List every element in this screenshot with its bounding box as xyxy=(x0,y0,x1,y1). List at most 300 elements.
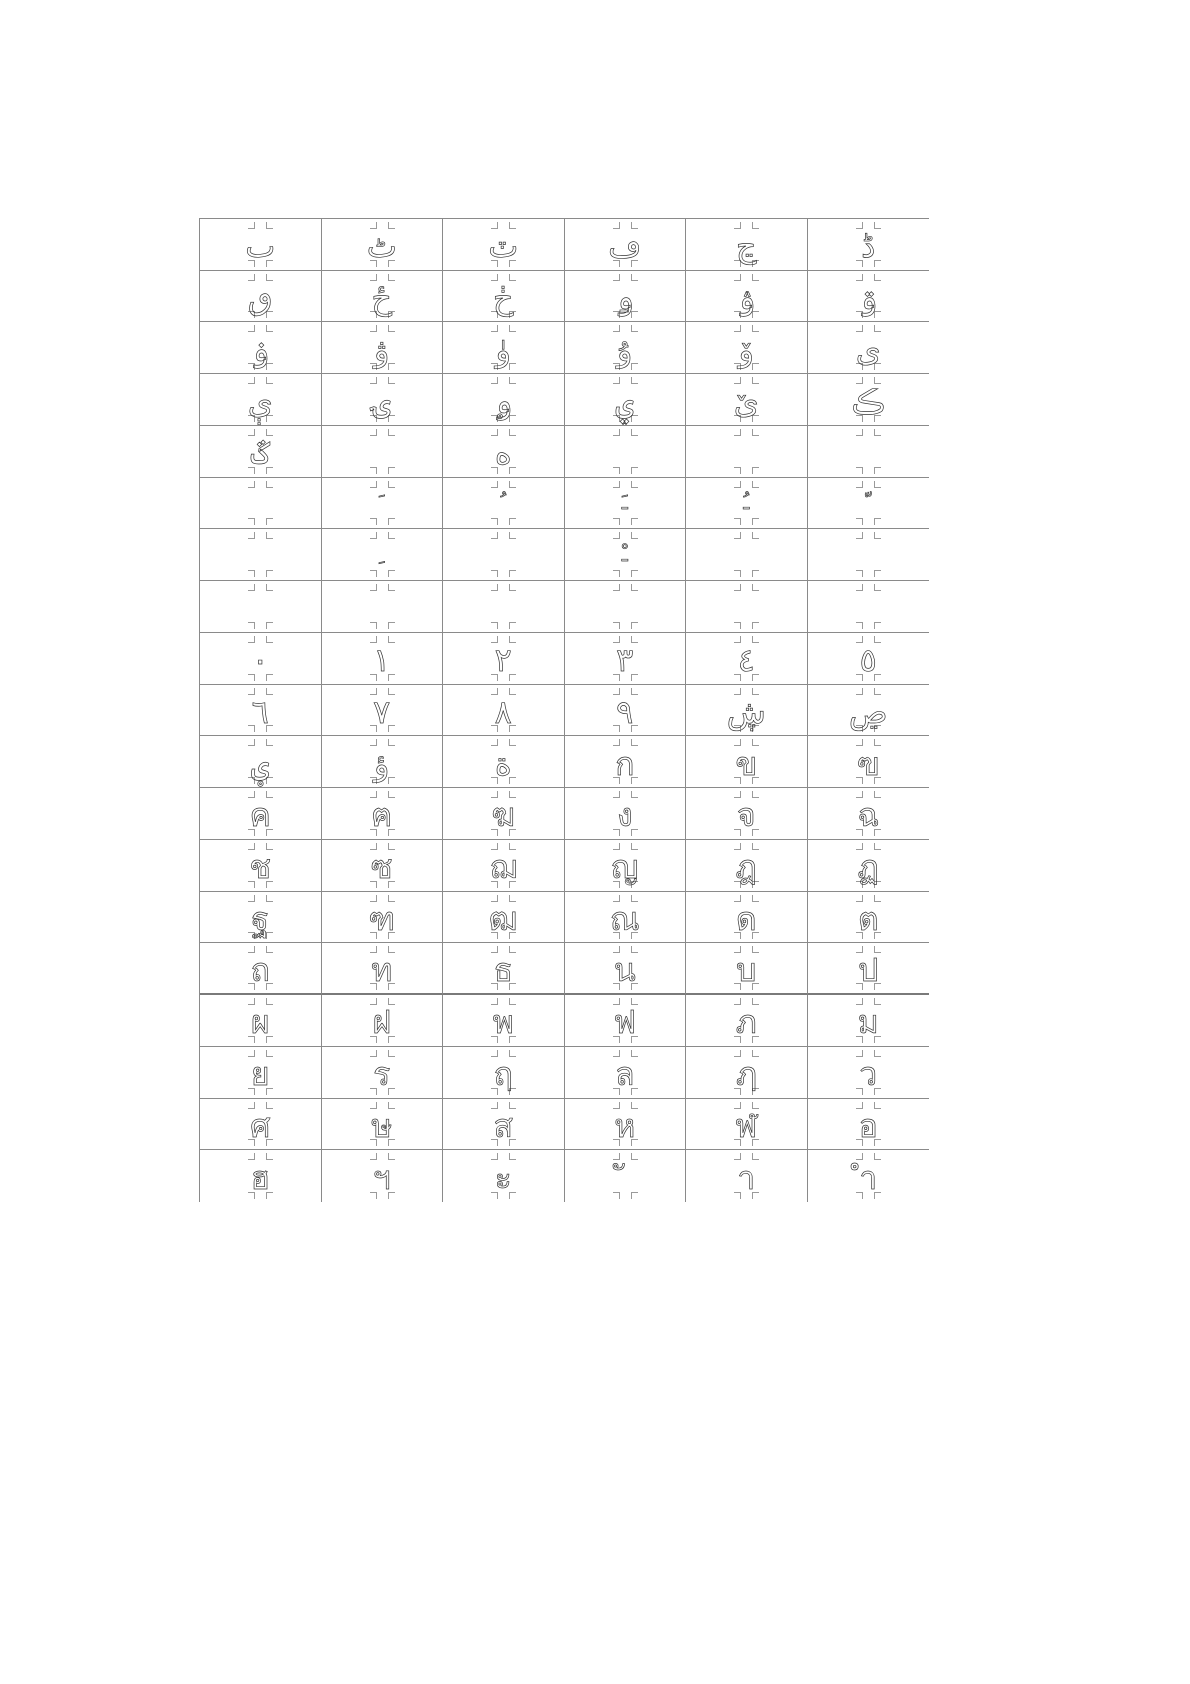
glyph-outline: ป xyxy=(858,951,879,990)
guide-mark xyxy=(509,622,516,629)
glyph-outline: บ xyxy=(736,951,757,990)
glyph-cell xyxy=(565,1047,687,1099)
glyph-cell xyxy=(200,788,322,840)
glyph-outline: จ xyxy=(736,796,756,835)
glyph-cell xyxy=(808,1047,930,1099)
glyph-outline: ำ xyxy=(859,1159,878,1198)
guide-mark xyxy=(734,532,741,539)
glyph-outline: ค xyxy=(249,796,271,835)
glyph-cell xyxy=(808,892,930,944)
glyph-outline: ﹷ xyxy=(621,490,628,515)
glyph-cell xyxy=(565,633,687,685)
glyph-cell xyxy=(200,478,322,530)
glyph-outline: ڂ xyxy=(492,279,514,318)
guide-mark xyxy=(631,1153,638,1160)
guide-mark xyxy=(874,622,881,629)
glyph-cell xyxy=(443,374,565,426)
glyph-cell xyxy=(322,271,444,323)
glyph-cell xyxy=(808,271,930,323)
guide-mark xyxy=(613,570,620,577)
glyph-outline: ﹸ xyxy=(500,490,507,515)
glyph-outline: ณ xyxy=(609,899,640,938)
glyph-cell xyxy=(322,478,444,530)
guide-mark xyxy=(370,622,377,629)
glyph-cell xyxy=(686,374,808,426)
glyph-outline: ษ xyxy=(371,1106,393,1145)
glyph-cell xyxy=(443,633,565,685)
guide-mark xyxy=(491,518,498,525)
glyph-cell xyxy=(200,271,322,323)
glyph-outline: ١ xyxy=(373,641,391,680)
guide-mark xyxy=(248,481,255,488)
glyph-outline: ٹ xyxy=(366,227,397,266)
guide-mark xyxy=(734,584,741,591)
glyph-cell xyxy=(565,995,687,1047)
guide-mark xyxy=(752,532,759,539)
glyph-cell xyxy=(322,1099,444,1151)
glyph-cell xyxy=(686,788,808,840)
guide-mark xyxy=(266,584,273,591)
glyph-cell xyxy=(808,633,930,685)
glyph-outline: ล xyxy=(614,1055,635,1094)
glyph-outline: ะ xyxy=(494,1159,512,1198)
glyph-outline: ต xyxy=(857,899,879,938)
glyph-cell xyxy=(322,374,444,426)
guide-mark xyxy=(752,518,759,525)
glyph-outline: ข xyxy=(735,744,758,783)
glyph-cell xyxy=(200,322,322,374)
glyph-outline: ฎ xyxy=(735,848,757,887)
guide-mark xyxy=(752,584,759,591)
guide-mark xyxy=(856,570,863,577)
glyph-outline: ฮ xyxy=(250,1159,271,1198)
guide-mark xyxy=(734,467,741,474)
glyph-cell xyxy=(200,426,322,478)
glyph-cell xyxy=(686,219,808,271)
glyph-outline: น xyxy=(613,951,636,990)
guide-mark xyxy=(613,518,620,525)
guide-mark xyxy=(734,518,741,525)
glyph-cell xyxy=(443,943,565,995)
guide-mark xyxy=(631,622,638,629)
guide-mark xyxy=(388,481,395,488)
glyph-cell xyxy=(200,1047,322,1099)
glyph-cell xyxy=(443,995,565,1047)
guide-mark xyxy=(856,429,863,436)
glyph-cell xyxy=(686,1150,808,1202)
guide-mark xyxy=(631,467,638,474)
glyph-cell xyxy=(808,995,930,1047)
glyph-cell xyxy=(565,478,687,530)
guide-mark xyxy=(248,518,255,525)
glyph-outline: ۄ xyxy=(493,382,513,421)
guide-mark xyxy=(631,429,638,436)
guide-mark xyxy=(370,584,377,591)
glyph-cell xyxy=(808,1099,930,1151)
glyph-cell xyxy=(565,529,687,581)
guide-mark xyxy=(752,429,759,436)
glyph-cell xyxy=(200,840,322,892)
glyph-cell xyxy=(565,426,687,478)
guide-mark xyxy=(370,532,377,539)
guide-mark xyxy=(874,584,881,591)
guide-mark xyxy=(491,532,498,539)
glyph-cell xyxy=(200,1099,322,1151)
guide-mark xyxy=(874,429,881,436)
glyph-cell xyxy=(565,219,687,271)
glyph-cell xyxy=(565,788,687,840)
glyph-cell xyxy=(565,840,687,892)
glyph-outline: ส xyxy=(493,1106,514,1145)
guide-mark xyxy=(266,570,273,577)
glyph-outline: ڜ xyxy=(726,692,766,731)
glyph-cell xyxy=(322,426,444,478)
glyph-cell xyxy=(443,271,565,323)
glyph-outline: ย xyxy=(250,1055,270,1094)
guide-mark xyxy=(631,532,638,539)
guide-mark xyxy=(388,584,395,591)
glyph-cell xyxy=(808,581,930,633)
glyph-outline: ภ xyxy=(735,1003,757,1042)
glyph-outline: ڈ xyxy=(861,227,876,266)
glyph-cell xyxy=(322,840,444,892)
glyph-cell xyxy=(565,581,687,633)
glyph-cell xyxy=(200,581,322,633)
glyph-outline: ۆ xyxy=(738,330,754,369)
guide-mark xyxy=(856,622,863,629)
guide-mark xyxy=(613,429,620,436)
guide-mark xyxy=(752,570,759,577)
glyph-outline: อ xyxy=(858,1106,878,1145)
glyph-cell xyxy=(443,788,565,840)
guide-mark xyxy=(874,481,881,488)
glyph-cell xyxy=(322,1047,444,1099)
glyph-cell xyxy=(565,685,687,737)
glyph-cell xyxy=(322,943,444,995)
glyph-outline: ฏ xyxy=(857,848,879,887)
glyph-cell xyxy=(443,892,565,944)
glyph-outline: ร xyxy=(373,1055,391,1094)
glyph-cell xyxy=(322,219,444,271)
glyph-cell xyxy=(686,943,808,995)
glyph-outline: ۍ xyxy=(372,382,392,421)
glyph-outline: ﹿ xyxy=(621,541,628,566)
glyph-cell xyxy=(443,1099,565,1151)
glyph-cell xyxy=(686,736,808,788)
guide-mark xyxy=(509,518,516,525)
glyph-cell xyxy=(443,426,565,478)
glyph-cell xyxy=(686,581,808,633)
glyph-cell xyxy=(686,322,808,374)
glyph-cell xyxy=(200,529,322,581)
glyph-cell xyxy=(808,840,930,892)
guide-mark xyxy=(874,570,881,577)
glyph-cell xyxy=(443,736,565,788)
guide-mark xyxy=(388,429,395,436)
glyph-outline: ی xyxy=(855,330,881,369)
glyph-outline: ฝ xyxy=(372,1003,392,1042)
guide-mark xyxy=(613,481,620,488)
glyph-cell xyxy=(443,219,565,271)
glyph-worksheet-grid xyxy=(199,218,929,1202)
glyph-outline: ฆ xyxy=(491,796,516,835)
guide-mark xyxy=(613,1153,620,1160)
glyph-outline: ﹶ xyxy=(378,490,385,515)
guide-mark xyxy=(491,481,498,488)
glyph-outline: ڃ xyxy=(735,227,757,266)
glyph-cell xyxy=(443,1150,565,1202)
glyph-cell xyxy=(443,322,565,374)
glyph-cell xyxy=(808,685,930,737)
guide-mark xyxy=(388,467,395,474)
glyph-cell xyxy=(200,633,322,685)
glyph-outline: ฬ xyxy=(735,1106,758,1145)
glyph-outline: ٥ xyxy=(859,641,877,680)
guide-mark xyxy=(734,570,741,577)
glyph-cell xyxy=(808,1150,930,1202)
glyph-outline: ฑ xyxy=(368,899,396,938)
glyph-cell xyxy=(808,426,930,478)
guide-mark xyxy=(752,467,759,474)
guide-mark xyxy=(856,584,863,591)
glyph-cell xyxy=(200,219,322,271)
glyph-cell xyxy=(322,581,444,633)
guide-mark xyxy=(370,481,377,488)
glyph-outline: ฉ xyxy=(857,796,880,835)
glyph-outline: ة xyxy=(494,744,512,783)
guide-mark xyxy=(631,584,638,591)
glyph-cell xyxy=(808,219,930,271)
glyph-outline: ฅ xyxy=(371,796,393,835)
glyph-cell xyxy=(565,943,687,995)
glyph-outline: ۇ xyxy=(617,330,633,369)
glyph-outline: ผ xyxy=(250,1003,270,1042)
glyph-cell xyxy=(686,892,808,944)
guide-mark xyxy=(613,584,620,591)
guide-mark xyxy=(734,622,741,629)
glyph-cell xyxy=(322,685,444,737)
glyph-cell xyxy=(200,685,322,737)
guide-mark xyxy=(388,622,395,629)
guide-mark xyxy=(613,532,620,539)
glyph-outline: ฃ xyxy=(856,744,880,783)
glyph-cell xyxy=(686,633,808,685)
guide-mark xyxy=(266,532,273,539)
glyph-cell xyxy=(808,374,930,426)
glyph-outline: ห xyxy=(614,1106,636,1145)
glyph-cell xyxy=(808,788,930,840)
glyph-outline: ڝ xyxy=(848,692,888,731)
guide-mark xyxy=(388,570,395,577)
glyph-outline: ػ xyxy=(250,434,270,473)
guide-mark xyxy=(874,532,881,539)
glyph-cell xyxy=(565,374,687,426)
guide-mark xyxy=(874,518,881,525)
glyph-outline: ڡ xyxy=(608,227,642,266)
glyph-outline: ٮ xyxy=(245,227,276,266)
glyph-outline: ٧ xyxy=(373,692,391,731)
guide-mark xyxy=(248,570,255,577)
glyph-outline: ﹼ xyxy=(865,490,872,515)
guide-mark xyxy=(856,518,863,525)
glyph-outline: ٨ xyxy=(494,692,512,731)
glyph-cell xyxy=(200,1150,322,1202)
guide-mark xyxy=(856,481,863,488)
glyph-cell xyxy=(808,943,930,995)
glyph-cell xyxy=(443,840,565,892)
glyph-outline: ۈ xyxy=(495,330,511,369)
guide-mark xyxy=(266,622,273,629)
glyph-outline: ۊ xyxy=(858,279,878,318)
glyph-cell xyxy=(322,736,444,788)
glyph-outline: ก xyxy=(615,744,635,783)
glyph-cell xyxy=(686,478,808,530)
glyph-outline: ฐ xyxy=(251,899,270,938)
glyph-cell xyxy=(686,1047,808,1099)
glyph-cell xyxy=(200,736,322,788)
guide-mark xyxy=(370,570,377,577)
glyph-cell xyxy=(200,943,322,995)
guide-mark xyxy=(509,481,516,488)
glyph-cell xyxy=(322,633,444,685)
guide-mark xyxy=(752,622,759,629)
glyph-cell xyxy=(443,1047,565,1099)
glyph-cell xyxy=(443,685,565,737)
glyph-cell xyxy=(322,1150,444,1202)
glyph-outline: ێ xyxy=(733,382,759,421)
guide-mark xyxy=(856,532,863,539)
glyph-outline: ۅ xyxy=(615,279,635,318)
glyph-outline: ٽ xyxy=(488,227,519,266)
glyph-outline: ฌ xyxy=(489,848,517,887)
guide-mark xyxy=(370,429,377,436)
glyph-outline: ؤ xyxy=(374,744,390,783)
glyph-outline: ศ xyxy=(250,1106,271,1145)
glyph-cell xyxy=(200,892,322,944)
glyph-outline: ฤ xyxy=(493,1055,513,1094)
glyph-cell xyxy=(686,995,808,1047)
guide-mark xyxy=(491,622,498,629)
guide-mark xyxy=(370,518,377,525)
glyph-outline: ٩ xyxy=(616,692,634,731)
glyph-cell xyxy=(686,271,808,323)
glyph-cell xyxy=(322,892,444,944)
glyph-outline: ง xyxy=(616,796,633,835)
glyph-outline: ถ xyxy=(250,951,270,990)
glyph-outline: ٢ xyxy=(494,641,512,680)
guide-mark xyxy=(874,467,881,474)
glyph-outline xyxy=(565,1162,686,1194)
glyph-cell xyxy=(686,529,808,581)
glyph-cell xyxy=(200,374,322,426)
glyph-outline: ฟ xyxy=(613,1003,637,1042)
glyph-outline: ځ xyxy=(371,279,393,318)
glyph-cell xyxy=(443,529,565,581)
glyph-outline: ฯ xyxy=(372,1159,391,1198)
glyph-outline: า xyxy=(737,1159,756,1198)
glyph-cell xyxy=(686,685,808,737)
glyph-outline: ว xyxy=(859,1055,878,1094)
glyph-outline: ท xyxy=(371,951,393,990)
guide-mark xyxy=(248,584,255,591)
glyph-outline: ٯ xyxy=(247,279,273,318)
glyph-cell xyxy=(322,788,444,840)
glyph-outline: ې xyxy=(247,382,273,421)
glyph-outline: ۑ xyxy=(615,382,635,421)
glyph-outline: ڪ xyxy=(851,382,886,421)
glyph-outline: ٠ xyxy=(251,641,269,680)
glyph-cell xyxy=(322,322,444,374)
glyph-outline: ۉ xyxy=(736,279,756,318)
guide-mark xyxy=(752,481,759,488)
glyph-cell xyxy=(565,736,687,788)
glyph-outline: ۏ xyxy=(250,330,270,369)
glyph-cell xyxy=(443,478,565,530)
guide-mark xyxy=(509,532,516,539)
glyph-outline: ฒ xyxy=(488,899,518,938)
guide-mark xyxy=(613,467,620,474)
glyph-outline: ٦ xyxy=(251,692,269,731)
glyph-cell xyxy=(565,271,687,323)
glyph-cell xyxy=(686,1099,808,1151)
glyph-cell xyxy=(565,892,687,944)
glyph-outline: ม xyxy=(857,1003,879,1042)
glyph-cell xyxy=(322,529,444,581)
glyph-cell xyxy=(808,736,930,788)
guide-mark xyxy=(370,467,377,474)
glyph-cell xyxy=(565,1099,687,1151)
guide-mark xyxy=(491,570,498,577)
guide-mark xyxy=(491,584,498,591)
glyph-outline: ؠ xyxy=(250,744,270,783)
guide-mark xyxy=(734,481,741,488)
glyph-outline: ฦ xyxy=(735,1055,757,1094)
guide-mark xyxy=(856,467,863,474)
glyph-outline: ด xyxy=(735,899,757,938)
guide-mark xyxy=(631,570,638,577)
glyph-cell xyxy=(565,322,687,374)
glyph-outline: ช xyxy=(249,848,272,887)
guide-mark xyxy=(631,481,638,488)
guide-mark xyxy=(266,481,273,488)
glyph-outline: ٤ xyxy=(737,641,755,680)
glyph-cell xyxy=(686,840,808,892)
guide-mark xyxy=(631,518,638,525)
glyph-outline: ﹹ xyxy=(743,490,750,515)
glyph-cell xyxy=(808,478,930,530)
glyph-cell xyxy=(686,426,808,478)
guide-mark xyxy=(248,532,255,539)
guide-mark xyxy=(734,429,741,436)
glyph-outline: ซ xyxy=(370,848,393,887)
glyph-cell xyxy=(808,529,930,581)
glyph-outline: ۋ xyxy=(374,330,390,369)
glyph-outline: พ xyxy=(492,1003,514,1042)
glyph-cell xyxy=(443,581,565,633)
glyph-cell xyxy=(808,322,930,374)
glyph-cell xyxy=(565,1150,687,1202)
guide-mark xyxy=(388,518,395,525)
glyph-cell xyxy=(200,995,322,1047)
guide-mark xyxy=(266,518,273,525)
glyph-outline: ٣ xyxy=(616,641,634,680)
glyph-outline: ﹺ xyxy=(378,541,385,566)
guide-mark xyxy=(388,532,395,539)
guide-mark xyxy=(509,584,516,591)
guide-mark xyxy=(509,570,516,577)
glyph-outline: ه xyxy=(494,434,512,473)
glyph-cell xyxy=(322,995,444,1047)
